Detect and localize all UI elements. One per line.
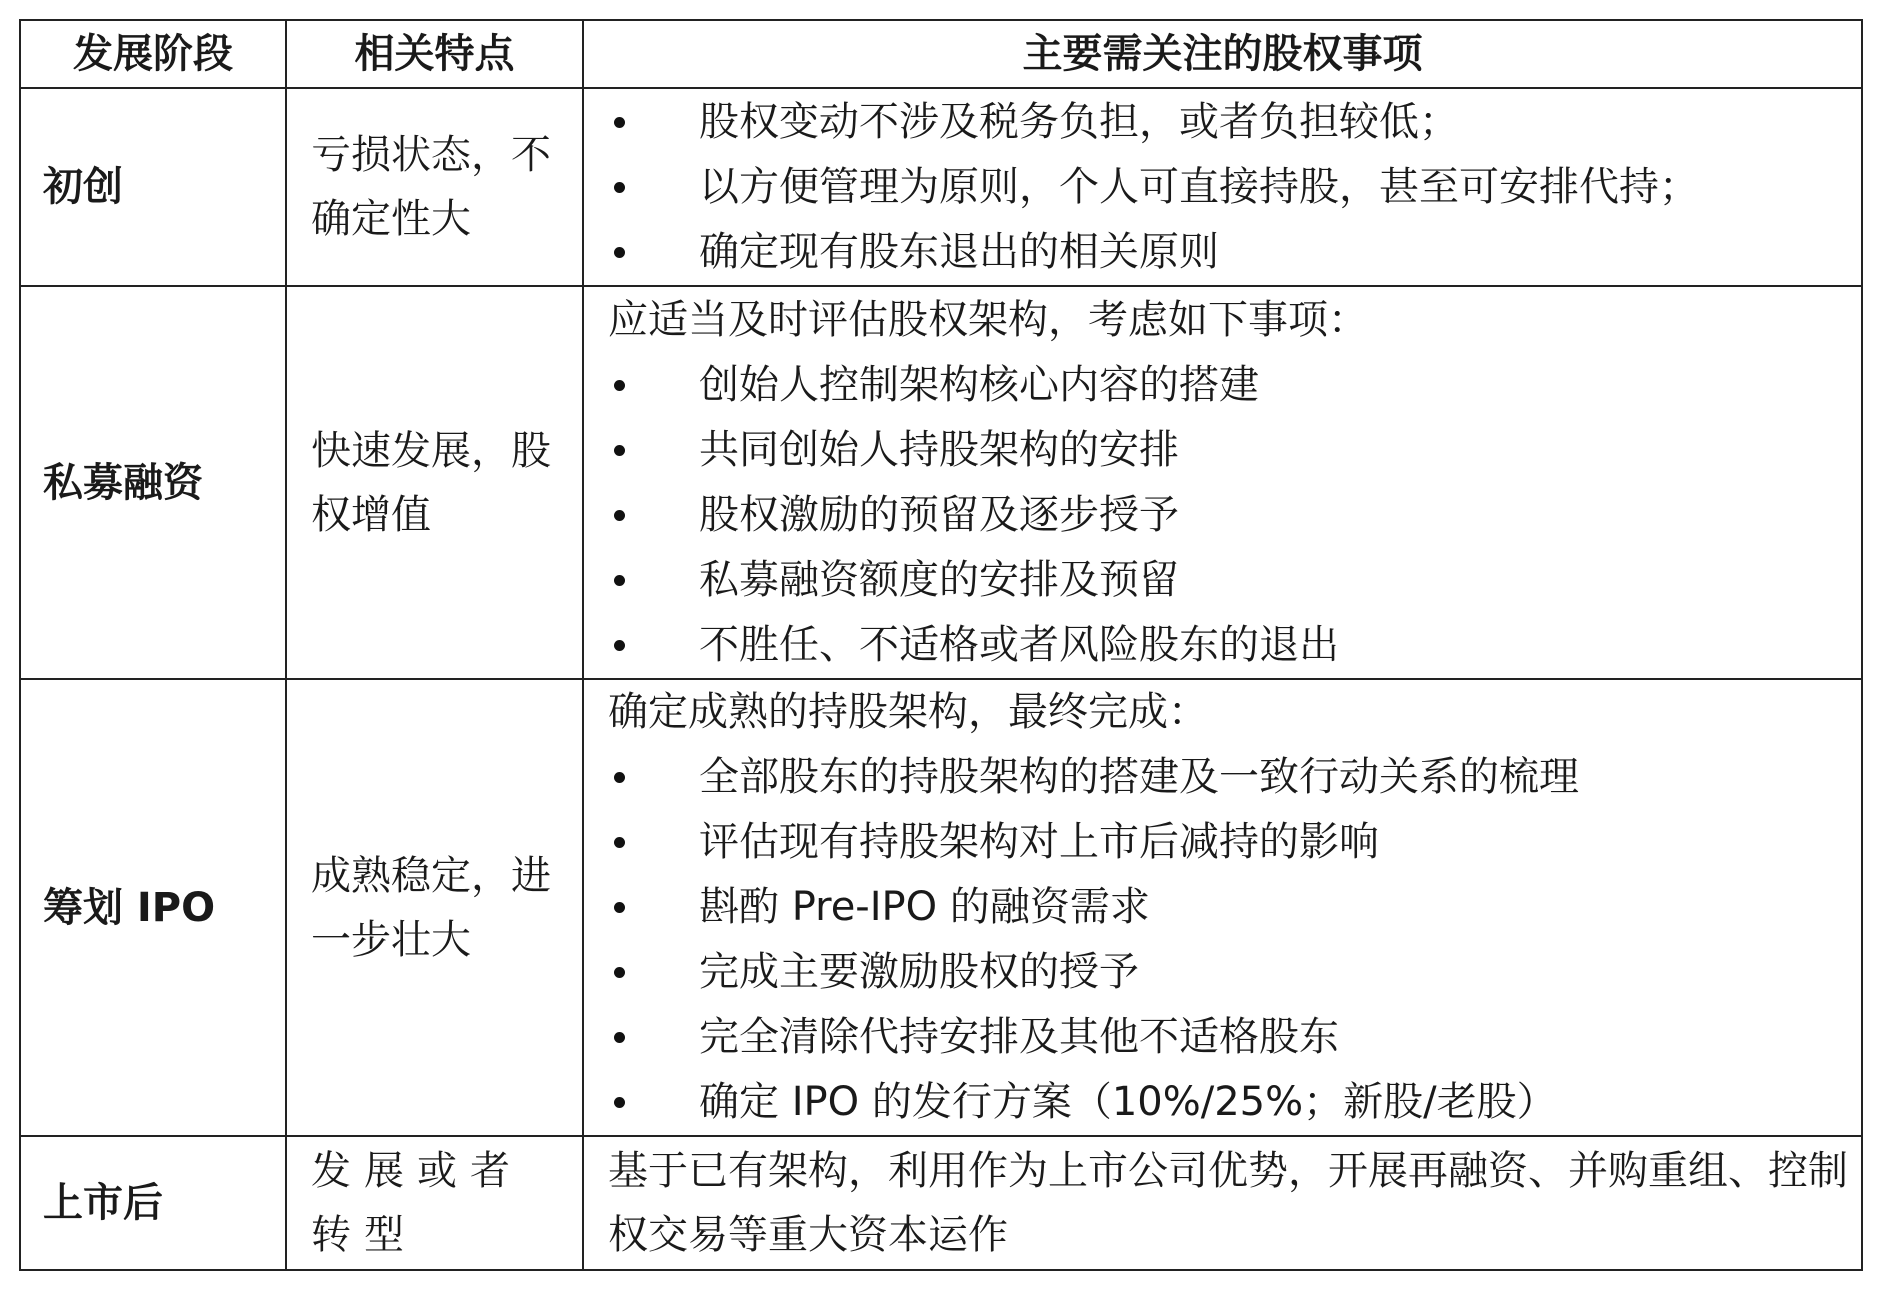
- header-stage: 发展阶段: [20, 20, 286, 88]
- list-item-text: 股权变动不涉及税务负担，或者负担较低；: [699, 98, 1459, 145]
- list-item: [608, 940, 1853, 1005]
- list-item-text: 创始人控制架构核心内容的搭建: [699, 361, 1259, 408]
- list-item: [608, 353, 1853, 418]
- bullet-icon: [614, 1032, 625, 1043]
- list-item: [608, 613, 1853, 678]
- items-paragraph: 基于已有架构，利用作为上市公司优势，开展再融资、并购重组、控制权交易等重大资本运作: [608, 1148, 1848, 1258]
- table-row: [20, 679, 1862, 1136]
- list-item-text: 确定现有股东退出的相关原则: [699, 228, 1219, 275]
- stage-cell: 初创: [20, 88, 286, 286]
- list-item: [608, 418, 1853, 483]
- list-item-text: 评估现有持股架构对上市后减持的影响: [699, 819, 1379, 865]
- bullet-icon: [614, 510, 625, 521]
- list-item-text: 完成主要激励股权的授予: [699, 949, 1139, 995]
- list-item-text: 斟酌 Pre-IPO 的融资需求: [699, 884, 1150, 930]
- list-item: [608, 1005, 1853, 1070]
- list-item-text: 全部股东的持股架构的搭建及一致行动关系的梳理: [699, 754, 1579, 800]
- table-row: [20, 286, 1862, 679]
- list-item-text: 确定 IPO 的发行方案（10%/25%；新股/老股）: [699, 1079, 1557, 1125]
- equity-stage-table: [19, 19, 1863, 1271]
- list-item-text: 共同创始人持股架构的安排: [699, 426, 1179, 473]
- items-cell: [583, 88, 1862, 286]
- list-item: [608, 483, 1853, 548]
- list-item: [608, 745, 1853, 810]
- header-items: 主要需关注的股权事项: [583, 20, 1862, 88]
- bullet-icon: [614, 837, 625, 848]
- table-header-row: [20, 20, 1862, 88]
- list-item-text: 完全清除代持安排及其他不适格股东: [699, 1014, 1339, 1060]
- bullet-icon: [614, 575, 625, 586]
- items-cell: [583, 286, 1862, 679]
- table-row: [20, 1136, 1862, 1270]
- list-item-text: 以方便管理为原则，个人可直接持股，甚至可安排代持；: [699, 163, 1699, 210]
- item-list: [608, 353, 1853, 678]
- feature-cell: 亏损状态，不确定性大: [286, 88, 583, 286]
- list-item-text: 股权激励的预留及逐步授予: [699, 491, 1179, 538]
- items-cell: [583, 1136, 1862, 1270]
- bullet-icon: [614, 445, 625, 456]
- bullet-icon: [614, 380, 625, 391]
- bullet-icon: [614, 247, 625, 258]
- item-list: [608, 90, 1853, 285]
- stage-cell: 筹划 IPO: [20, 679, 286, 1136]
- stage-cell: 上市后: [20, 1136, 286, 1270]
- list-item-text: 私募融资额度的安排及预留: [699, 556, 1179, 603]
- bullet-icon: [614, 967, 625, 978]
- bullet-icon: [614, 640, 625, 651]
- list-item: [608, 220, 1853, 285]
- table-row: [20, 88, 1862, 286]
- items-intro: 应适当及时评估股权架构，考虑如下事项：: [608, 296, 1368, 343]
- list-item: [608, 548, 1853, 613]
- list-item-text: 不胜任、不适格或者风险股东的退出: [699, 621, 1339, 668]
- bullet-icon: [614, 1097, 625, 1108]
- stage-cell: 私募融资: [20, 286, 286, 679]
- bullet-icon: [614, 772, 625, 783]
- list-item: [608, 1070, 1853, 1135]
- items-intro: 确定成熟的持股架构，最终完成：: [608, 689, 1208, 735]
- list-item: [608, 810, 1853, 875]
- feature-cell: 快速发展，股权增值: [286, 286, 583, 679]
- bullet-icon: [614, 117, 625, 128]
- feature-cell: 成熟稳定，进一步壮大: [286, 679, 583, 1136]
- bullet-icon: [614, 182, 625, 193]
- list-item: [608, 155, 1853, 220]
- item-list: [608, 745, 1853, 1135]
- list-item: [608, 90, 1853, 155]
- feature-cell: 发展或者转型: [286, 1136, 583, 1270]
- list-item: [608, 875, 1853, 940]
- header-feature: 相关特点: [286, 20, 583, 88]
- bullet-icon: [614, 902, 625, 913]
- items-cell: [583, 679, 1862, 1136]
